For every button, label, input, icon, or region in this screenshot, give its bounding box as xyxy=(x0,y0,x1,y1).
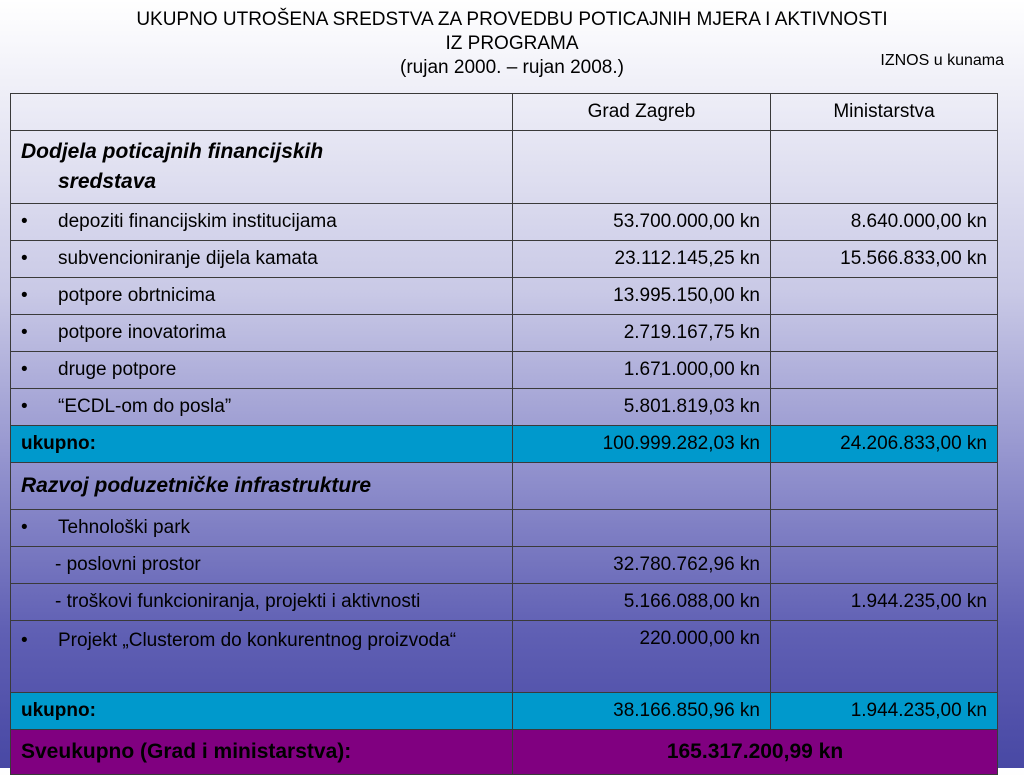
ministarstva-value xyxy=(771,278,998,315)
table-row xyxy=(11,278,998,315)
table-row xyxy=(11,389,998,426)
subtotal-row-section-2 xyxy=(11,693,998,730)
title-line-2: IZ PROGRAMA xyxy=(445,33,579,54)
title-line-1: UKUPNO UTROŠENA SREDSTVA ZA PROVEDBU POTICAJNIH MJERA I AKTIVNOSTI xyxy=(136,9,888,30)
table-row xyxy=(11,204,998,241)
grad-value: 5.801.819,03 kn xyxy=(513,389,771,426)
grad-value: 2.719.167,75 kn xyxy=(513,315,771,352)
section-label xyxy=(11,463,513,510)
section-row-razvoj xyxy=(11,463,998,510)
table-row xyxy=(11,547,998,584)
header-blank xyxy=(11,94,513,131)
empty-cell xyxy=(513,510,771,547)
grand-total-label: Sveukupno (Grad i ministarstva): xyxy=(11,730,513,775)
grad-value: 53.700.000,00 kn xyxy=(513,204,771,241)
grand-total-value: 165.317.200,99 kn xyxy=(513,730,998,775)
ministarstva-value: 1.944.235,00 kn xyxy=(771,584,998,621)
row-label: “ECDL-om do posla” xyxy=(58,396,232,417)
ministarstva-value xyxy=(771,547,998,584)
table-row xyxy=(11,584,998,621)
header-ministarstva: Ministarstva xyxy=(771,94,998,131)
title-line-3: (rujan 2000. – rujan 2008.) xyxy=(400,57,624,78)
page-title xyxy=(0,8,1024,80)
table-row xyxy=(11,315,998,352)
ministarstva-value: 15.566.833,00 kn xyxy=(771,241,998,278)
ministarstva-value: 8.640.000,00 kn xyxy=(771,204,998,241)
row-label: Tehnološki park xyxy=(58,517,191,538)
subtotal-row-section-1 xyxy=(11,426,998,463)
sub-row-label: - poslovni prostor xyxy=(55,554,201,575)
bullet: • xyxy=(21,630,28,651)
subtotal-label: ukupno: xyxy=(11,693,513,730)
empty-cell xyxy=(771,510,998,547)
section-row-dodjela xyxy=(11,131,998,204)
grad-value: 32.780.762,96 kn xyxy=(513,547,771,584)
empty-cell xyxy=(771,463,998,510)
bullet: • xyxy=(21,359,28,380)
ministarstva-value xyxy=(771,315,998,352)
funds-table xyxy=(10,93,998,775)
empty-cell xyxy=(513,463,771,510)
subtotal-label: ukupno: xyxy=(11,426,513,463)
row-label: depoziti financijskim institucijama xyxy=(58,211,337,232)
bullet: • xyxy=(21,248,28,269)
ministarstva-value xyxy=(771,352,998,389)
unit-note: IZNOS u kunama xyxy=(880,52,1004,69)
empty-cell xyxy=(513,131,771,204)
grad-value: 1.671.000,00 kn xyxy=(513,352,771,389)
grad-value: 23.112.145,25 kn xyxy=(513,241,771,278)
row-label: potpore obrtnicima xyxy=(58,285,216,306)
subtotal-grad-value: 38.166.850,96 kn xyxy=(513,693,771,730)
grad-value: 220.000,00 kn xyxy=(513,621,771,693)
bullet: • xyxy=(21,396,28,417)
row-label: druge potpore xyxy=(58,359,177,380)
subtotal-ministarstva-value: 24.206.833,00 kn xyxy=(771,426,998,463)
bullet: • xyxy=(21,322,28,343)
subtotal-ministarstva-value: 1.944.235,00 kn xyxy=(771,693,998,730)
header-grad-zagreb: Grad Zagreb xyxy=(513,94,771,131)
table-row xyxy=(11,352,998,389)
table-row xyxy=(11,621,998,693)
row-label: Projekt „Clusterom do konkurentnog proizvoda“ xyxy=(58,630,457,651)
section-label xyxy=(11,131,513,204)
subtotal-grad-value: 100.999.282,03 kn xyxy=(513,426,771,463)
ministarstva-value xyxy=(771,621,998,693)
header-row xyxy=(11,94,998,131)
bullet: • xyxy=(21,285,28,306)
section-label-line-2: sredstava xyxy=(58,170,157,193)
table-row xyxy=(11,241,998,278)
section-label-line-1: Dodjela poticajnih financijskih xyxy=(21,140,324,163)
ministarstva-value xyxy=(771,389,998,426)
bullet: • xyxy=(21,517,28,538)
bullet: • xyxy=(21,211,28,232)
table-row xyxy=(11,510,998,547)
row-label: potpore inovatorima xyxy=(58,322,226,343)
sub-row-label: - troškovi funkcioniranja, projekti i aktivnosti xyxy=(55,591,421,612)
row-label: subvencioniranje dijela kamata xyxy=(58,248,318,269)
empty-cell xyxy=(771,131,998,204)
section-label-text: Razvoj poduzetničke infrastrukture xyxy=(21,474,372,497)
grad-value: 5.166.088,00 kn xyxy=(513,584,771,621)
grad-value: 13.995.150,00 kn xyxy=(513,278,771,315)
